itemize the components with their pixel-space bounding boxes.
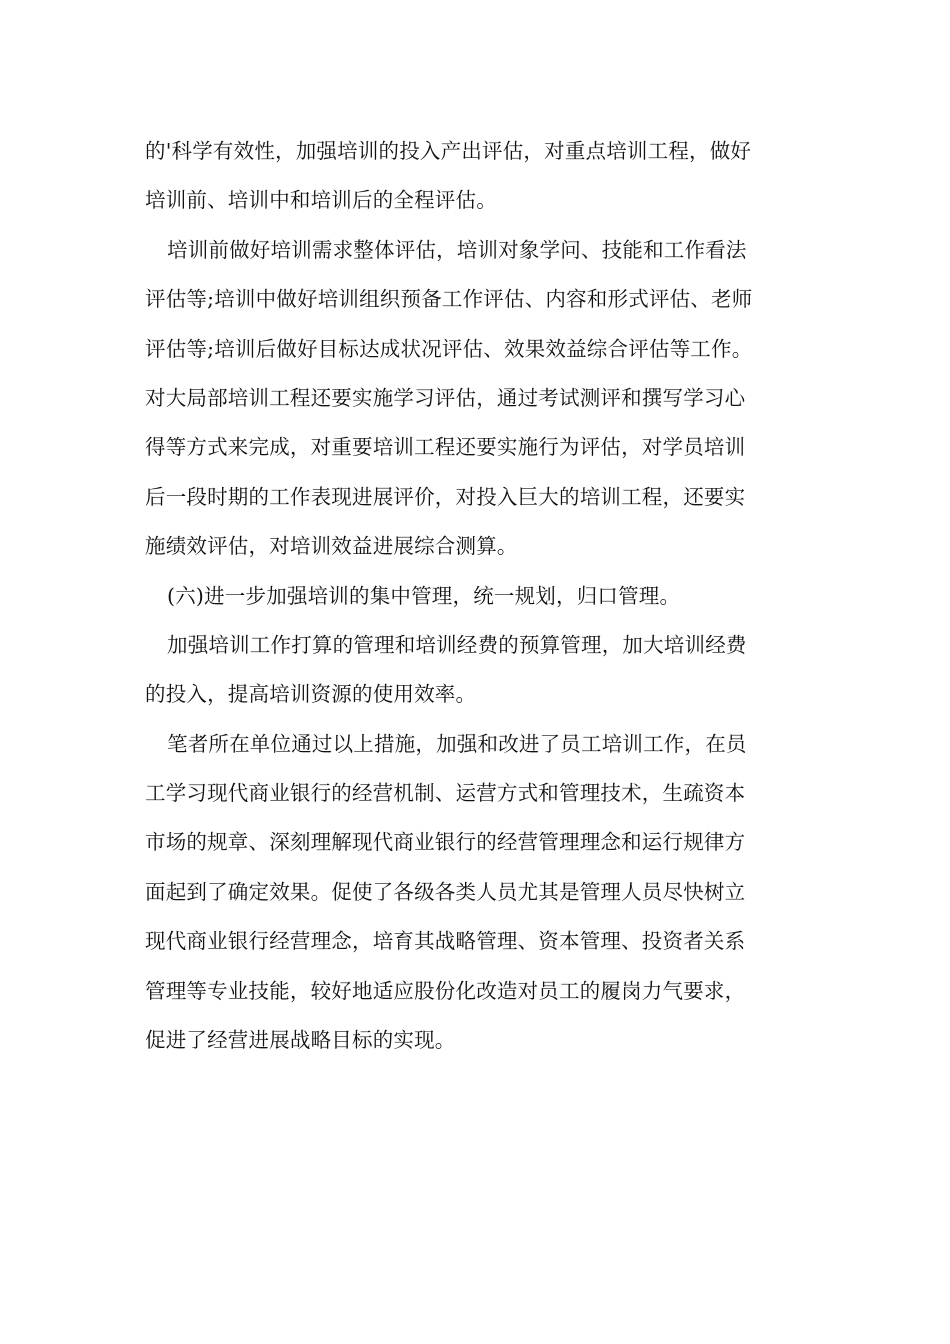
text-line: 管理等专业技能，较好地适应股份化改造对员工的履岗力气要求，: [145, 978, 746, 1003]
text-line: 的投入，提高培训资源的使用效率。: [145, 682, 477, 707]
text-line: 培训前做好培训需求整体评估，培训对象学问、技能和工作看法: [167, 237, 747, 262]
text-line: 工学习现代商业银行的经营机制、运营方式和管理技术，生疏资本: [145, 781, 746, 806]
text-line: 促进了经营进展战略目标的实现。: [145, 1028, 456, 1053]
section-heading: (六)进一步加强培训的集中管理，统一规划，归口管理。: [167, 583, 681, 608]
text-line: 后一段时期的工作表现进展评价，对投入巨大的培训工程，还要实: [145, 484, 746, 509]
text-line: 评估等;培训后做好目标达成状况评估、效果效益综合评估等工作。: [145, 336, 753, 361]
text-line: 得等方式来完成，对重要培训工程还要实施行为评估，对学员培训: [145, 435, 746, 460]
text-line: 市场的规章、深刻理解现代商业银行的经营管理理念和运行规律方: [145, 830, 746, 855]
body-text: [145, 127, 807, 1065]
text-line: 笔者所在单位通过以上措施，加强和改进了员工培训工作，在员: [167, 731, 747, 756]
text-line: 培训前、培训中和培训后的全程评估。: [145, 188, 497, 213]
text-line: 现代商业银行经营理念，培育其战略管理、资本管理、投资者关系: [145, 929, 746, 954]
text-line: 对大局部培训工程还要实施学习评估，通过考试测评和撰写学习心: [145, 385, 746, 410]
text-line: 加强培训工作打算的管理和培训经费的预算管理，加大培训经费: [167, 632, 747, 657]
text-line: 面起到了确定效果。促使了各级各类人员尤其是管理人员尽快树立: [145, 879, 746, 904]
text-line: 的'科学有效性，加强培训的投入产出评估，对重点培训工程，做好: [145, 139, 752, 163]
text-line: 施绩效评估，对培训效益进展综合测算。: [145, 534, 518, 559]
text-line: 评估等;培训中做好培训组织预备工作评估、内容和形式评估、老师: [145, 287, 753, 312]
